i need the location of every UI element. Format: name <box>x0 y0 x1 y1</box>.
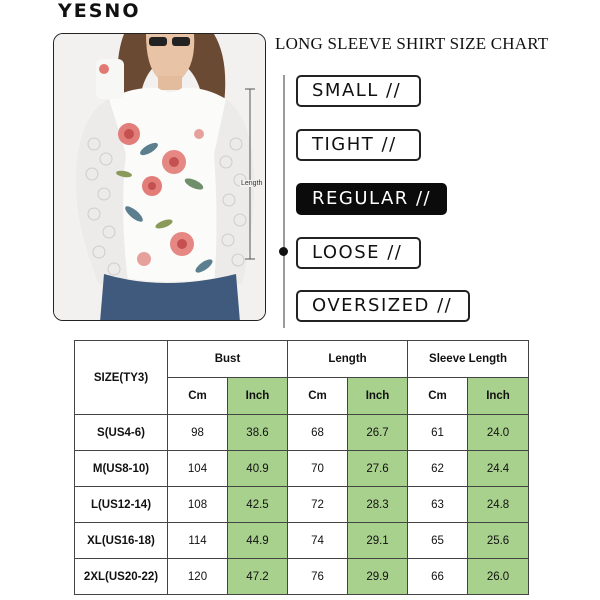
size-table <box>74 340 529 595</box>
table-row <box>75 415 529 451</box>
size-cell: S(US4-6) <box>75 415 168 451</box>
group-header-sleeve-length: Sleeve Length <box>408 341 529 378</box>
value-cell: 108 <box>168 487 228 523</box>
size-header: SIZE(TY3) <box>75 341 168 415</box>
value-cell: 28.3 <box>348 487 408 523</box>
value-cell: 24.4 <box>468 451 529 487</box>
fit-option-loose: LOOSE // <box>296 237 421 269</box>
table-row <box>75 523 529 559</box>
value-cell: 26.0 <box>468 559 529 595</box>
unit-header: Inch <box>468 378 529 415</box>
value-cell: 70 <box>288 451 348 487</box>
size-cell: M(US8-10) <box>75 451 168 487</box>
value-cell: 24.8 <box>468 487 529 523</box>
length-measure-label: Length <box>241 180 263 187</box>
unit-header: Inch <box>228 378 288 415</box>
value-cell: 62 <box>408 451 468 487</box>
unit-header: Inch <box>348 378 408 415</box>
value-cell: 27.6 <box>348 451 408 487</box>
value-cell: 29.9 <box>348 559 408 595</box>
value-cell: 76 <box>288 559 348 595</box>
value-cell: 24.0 <box>468 415 529 451</box>
unit-header: Cm <box>288 378 348 415</box>
value-cell: 26.7 <box>348 415 408 451</box>
value-cell: 98 <box>168 415 228 451</box>
fit-scale-line <box>283 75 285 328</box>
value-cell: 42.5 <box>228 487 288 523</box>
page-title: LONG SLEEVE SHIRT SIZE CHART <box>275 34 549 53</box>
size-cell: 2XL(US20-22) <box>75 559 168 595</box>
value-cell: 72 <box>288 487 348 523</box>
brand-logo: YESNO <box>58 0 141 22</box>
value-cell: 104 <box>168 451 228 487</box>
value-cell: 74 <box>288 523 348 559</box>
fit-option-regular: REGULAR // <box>296 183 447 215</box>
value-cell: 66 <box>408 559 468 595</box>
fit-option-oversized: OVERSIZED // <box>296 290 470 322</box>
table-row <box>75 451 529 487</box>
value-cell: 61 <box>408 415 468 451</box>
value-cell: 120 <box>168 559 228 595</box>
unit-header: Cm <box>168 378 228 415</box>
table-row <box>75 487 529 523</box>
value-cell: 44.9 <box>228 523 288 559</box>
value-cell: 65 <box>408 523 468 559</box>
value-cell: 47.2 <box>228 559 288 595</box>
value-cell: 40.9 <box>228 451 288 487</box>
value-cell: 114 <box>168 523 228 559</box>
size-cell: XL(US16-18) <box>75 523 168 559</box>
fit-indicator-dot <box>279 247 288 256</box>
value-cell: 68 <box>288 415 348 451</box>
product-photo <box>53 33 266 321</box>
value-cell: 25.6 <box>468 523 529 559</box>
group-header-length: Length <box>288 341 408 378</box>
size-cell: L(US12-14) <box>75 487 168 523</box>
table-row <box>75 559 529 595</box>
value-cell: 29.1 <box>348 523 408 559</box>
unit-header: Cm <box>408 378 468 415</box>
value-cell: 63 <box>408 487 468 523</box>
fit-option-small: SMALL // <box>296 75 421 107</box>
group-header-bust: Bust <box>168 341 288 378</box>
value-cell: 38.6 <box>228 415 288 451</box>
fit-option-tight: TIGHT // <box>296 129 421 161</box>
